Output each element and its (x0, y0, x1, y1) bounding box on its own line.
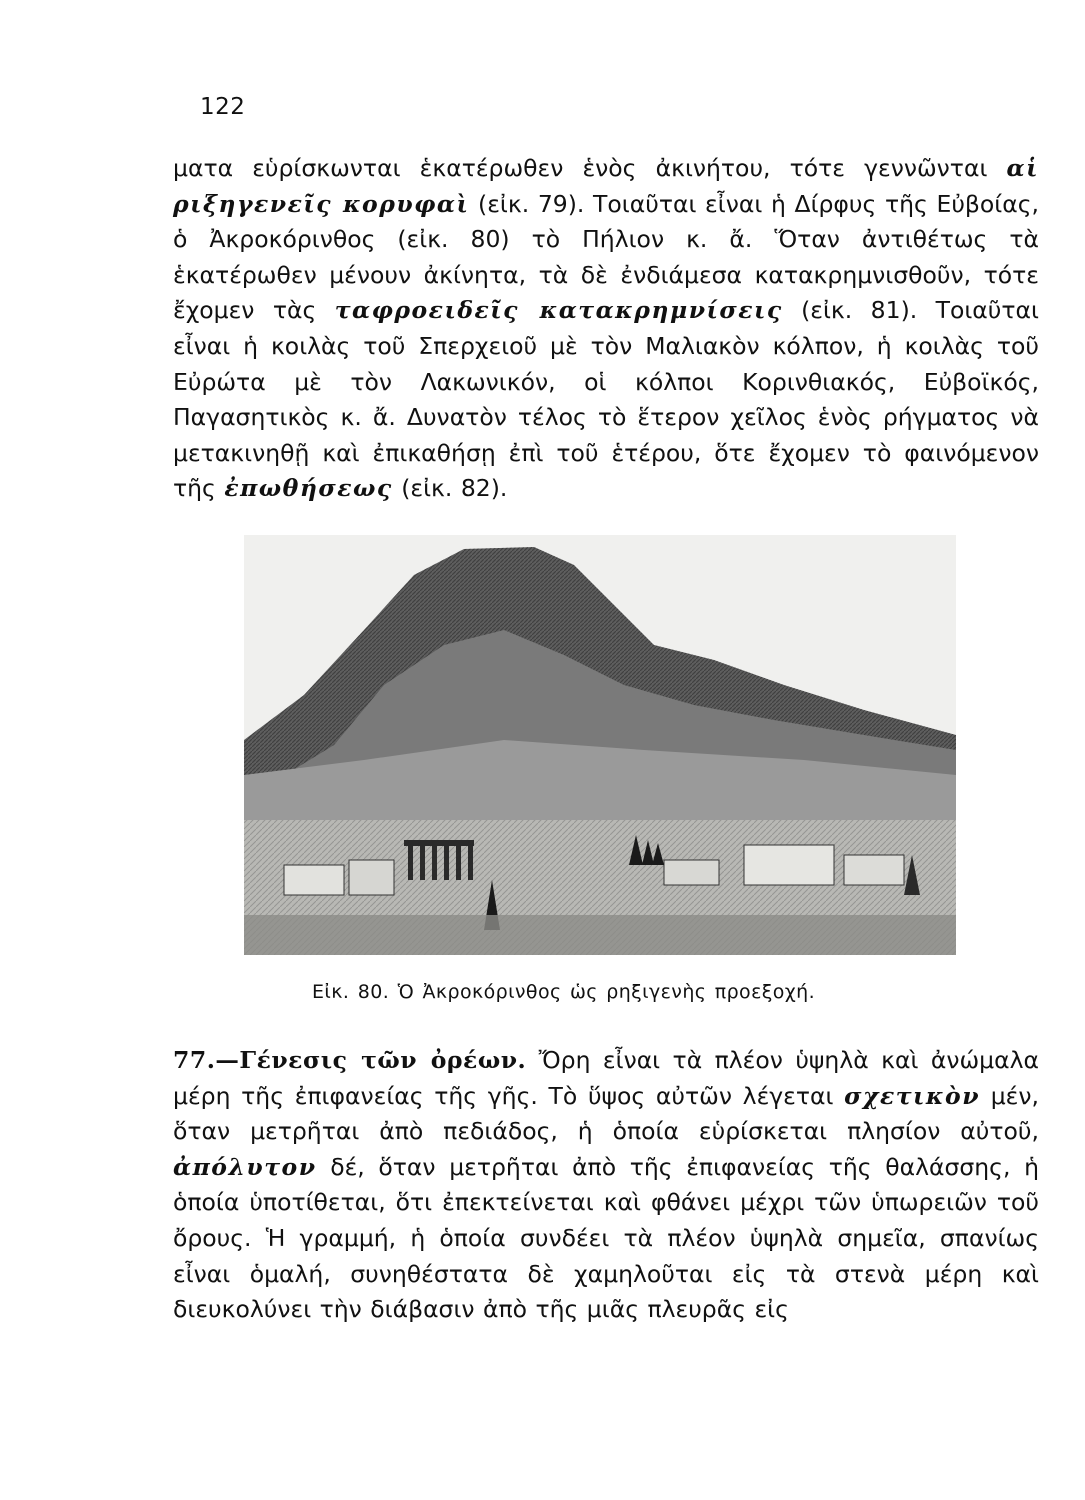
section-heading: 77.—Γένεσις τῶν ὀρέων. (173, 1046, 527, 1074)
paragraph-text: Ὄρη εἶναι τὰ πλέον ὑψηλὰ καὶ ἀνώμαλα μέρη τῆς ἐπιφανείας τῆς γῆς. Τὸ ὕψος αὐτῶν λέγεται (173, 1046, 1039, 1110)
section-paragraph (173, 1043, 1039, 1328)
emphasized-term: σχετικὸν (844, 1081, 981, 1110)
page-number: 122 (200, 94, 246, 120)
paragraph-text: μέν, ὅταν μετρῆται ἀπὸ πεδιάδος, ἡ ὁποία εὑρίσκεται πλησίον αὐτοῦ, (173, 1081, 1039, 1146)
mountain-illustration (244, 535, 956, 955)
emphasized-term: ἐπωθήσεως (224, 474, 393, 503)
paragraph-text: ματα εὑρίσκωνται ἑκατέρωθεν ἑνὸς ἀκινήτου, τότε γεννῶνται (173, 154, 1007, 182)
paragraph-text: (εἰκ. 82). (392, 474, 508, 503)
body-paragraph (173, 151, 1039, 507)
paragraph-text: (εἰκ. 81). Τοιαῦται εἶναι ἡ κοιλὰς τοῦ Σπερχειοῦ μὲ τὸν Μαλιακὸν κόλπον, ἡ κοιλὰς τοῦ Εὐρώτα μὲ τὸν Λακωνικόν, οἱ κόλποι Κορινθιακός, Εὐβοϊκός, Παγασητικὸς κ. ἄ. Δυνατὸν τέλος τὸ ἕτερον χεῖλος ἑνὸς ρήγματος νὰ μετακινηθῇ καὶ ἐπικαθήσῃ ἐπὶ τοῦ ἑτέρου, ὅτε ἔχομεν τὸ φαινόμενον τῆς (173, 296, 1039, 503)
figure-photo (244, 535, 956, 955)
emphasized-term: ταφροειδεῖς κατακρημνίσεις (334, 296, 783, 325)
foreground-field (244, 915, 956, 955)
figure-caption: Εἰκ. 80. Ὁ Ἀκροκόρινθος ὡς ρηξιγενὴς προεξοχή. (312, 981, 816, 1003)
emphasized-term: ἀπόλυτον (173, 1152, 317, 1181)
emphasized-term: αἱ ριξηγενεῖς κορυφαὶ (173, 154, 1039, 218)
paragraph-text: δέ, ὅταν μετρῆται ἀπὸ τῆς ἐπιφανείας τῆς θαλάσσης, ἡ ὁποία ὑποτίθεται, ὅτι ἐπεκτείνεται καὶ φθάνει μέχρι τῶν ὑπωρειῶν τοῦ ὄρους. Ἡ γραμμή, ἡ ὁποία συνδέει τὰ πλέον ὑψηλὰ σημεῖα, σπανίως εἶναι ὁμαλή, συνηθέστατα δὲ χαμηλοῦται εἰς τὰ στενὰ μέρη καὶ διευκολύνει τὴν διάβασιν ἀπὸ τῆς μιᾶς πλευρᾶς εἰς (173, 1152, 1039, 1324)
paragraph-text: (εἰκ. 79). Τοιαῦται εἶναι ἡ Δίρφυς τῆς Εὐβοίας, ὁ Ἀκροκόρινθος (εἰκ. 80) τὸ Πήλιον κ. ἄ. Ὅταν ἀντιθέτως τὰ ἑκατέρωθεν μένουν ἀκίνητα, τὰ δὲ ἐνδιάμεσα κατακρημνισθοῦν, τότε ἔχομεν τὰς (173, 189, 1039, 325)
